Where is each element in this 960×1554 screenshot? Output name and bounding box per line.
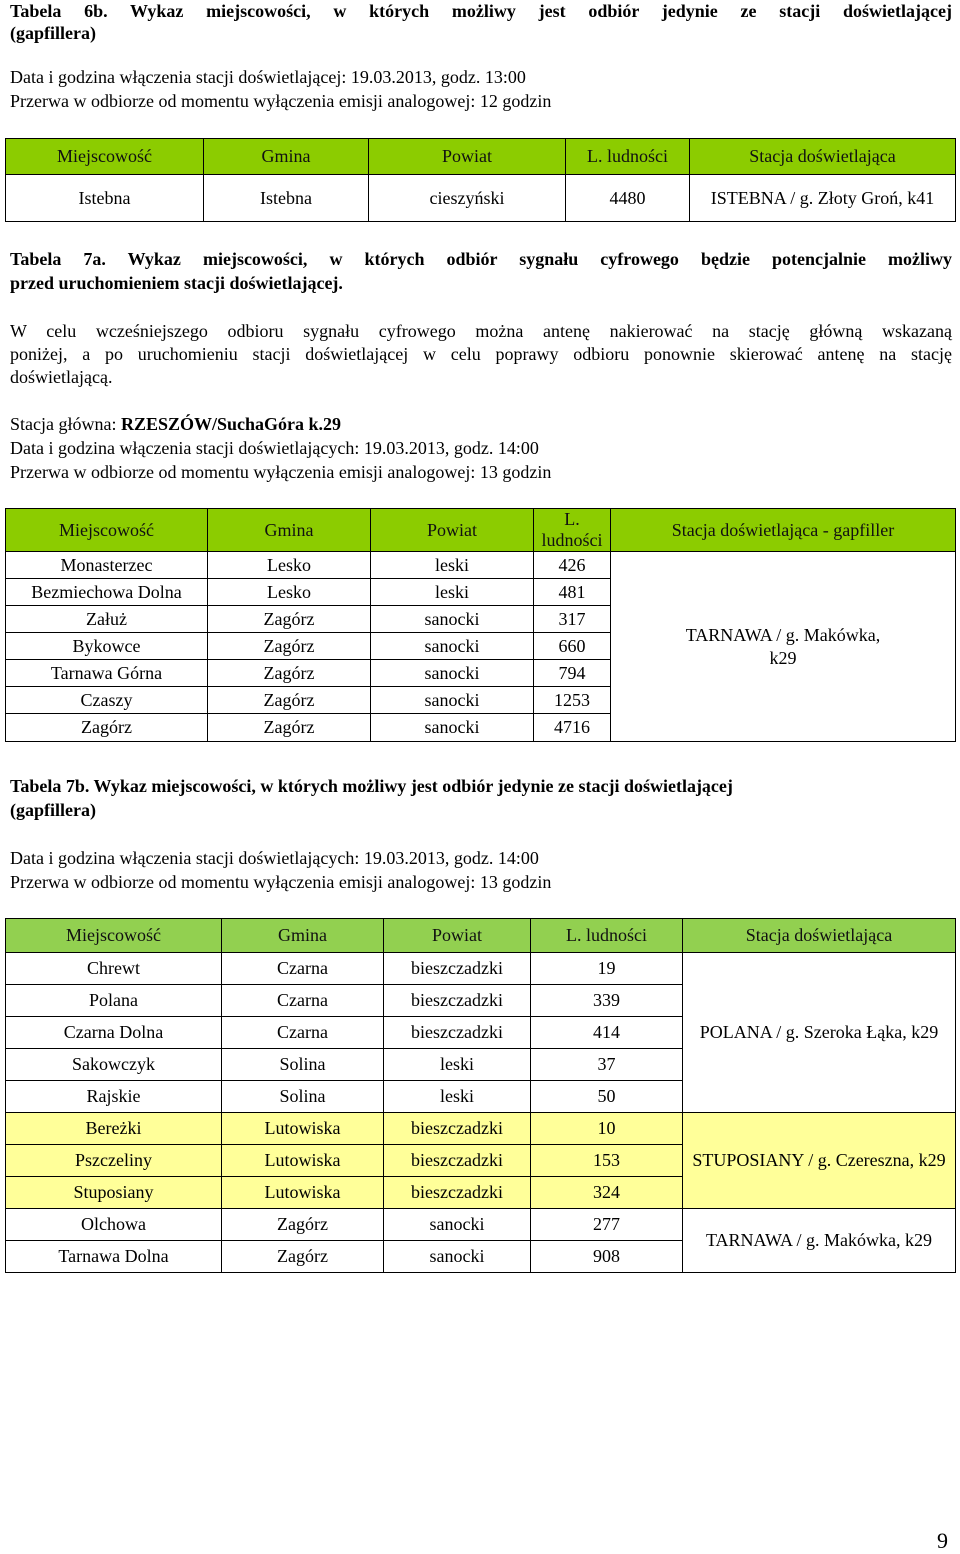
cell-county: sanocki — [384, 1209, 531, 1241]
cell-station: POLANA / g. Szeroka Łąka, k29 — [683, 953, 956, 1113]
cell-commune: Czarna — [222, 985, 384, 1017]
table-row — [6, 953, 956, 985]
cell-county: leski — [371, 579, 534, 606]
t7b-header-cell: Powiat — [384, 919, 531, 953]
cell-commune: Lutowiska — [222, 1145, 384, 1177]
cell-place: Bykowce — [6, 633, 208, 660]
cell-county: sanocki — [371, 714, 534, 742]
t6b-header-cell: Gmina — [204, 139, 369, 175]
t6b-start-info: Data i godzina włączenia stacji doświetlającej: 19.03.2013, godz. 13:00 — [10, 67, 526, 87]
t7b-header-cell: Stacja doświetlająca — [683, 919, 956, 953]
main-station-label: Stacja główna: — [10, 414, 121, 434]
t7b-table — [5, 918, 956, 1273]
t7b-header-cell: Gmina — [222, 919, 384, 953]
cell-place: Czaszy — [6, 687, 208, 714]
t6b-caption-line1: Tabela 6b. Wykaz miejscowości, w których możliwy jest odbiór jedynie ze stacji doświetlającej — [10, 1, 952, 21]
table-row — [6, 1209, 956, 1241]
t6b-header-cell: Powiat — [369, 139, 566, 175]
cell-county: sanocki — [371, 633, 534, 660]
cell-population: 37 — [531, 1049, 683, 1081]
cell-commune: Solina — [222, 1049, 384, 1081]
t7a-caption-line2: przed uruchomieniem stacji doświetlającej. — [10, 273, 343, 293]
cell-county: leski — [384, 1049, 531, 1081]
cell-place: Sakowczyk — [6, 1049, 222, 1081]
cell-commune: Zagórz — [208, 633, 371, 660]
cell-place: Chrewt — [6, 953, 222, 985]
cell-population: 481 — [534, 579, 611, 606]
cell-county: sanocki — [371, 606, 534, 633]
cell-county: sanocki — [371, 660, 534, 687]
cell-place: Stuposiany — [6, 1177, 222, 1209]
t7a-header-cell: Miejscowość — [6, 509, 208, 552]
cell-commune: Zagórz — [208, 687, 371, 714]
t7a-header-cell: Powiat — [371, 509, 534, 552]
cell-place: Rajskie — [6, 1081, 222, 1113]
cell-population: 908 — [531, 1241, 683, 1273]
cell-place: Załuż — [6, 606, 208, 633]
cell-station: TARNAWA / g. Makówka, k29 — [683, 1209, 956, 1273]
t7a-header-cell: Gmina — [208, 509, 371, 552]
cell-commune: Zagórz — [222, 1209, 384, 1241]
cell-station: STUPOSIANY / g. Czereszna, k29 — [683, 1113, 956, 1209]
t7a-paragraph-line2: poniżej, a po uruchomieniu stacji doświetlającej w celu poprawy odbioru ponownie skierować antenę na stację — [10, 344, 952, 364]
cell-station: TARNAWA / g. Makówka, k29 — [611, 552, 956, 742]
t6b-table — [5, 138, 956, 222]
cell-place: Pszczeliny — [6, 1145, 222, 1177]
cell-population: 1253 — [534, 687, 611, 714]
main-station-value: RZESZÓW/SuchaGóra k.29 — [120, 414, 342, 434]
t6b-break-info: Przerwa w odbiorze od momentu wyłączenia emisji analogowej: 12 godzin — [10, 91, 552, 111]
cell-commune: Lesko — [208, 552, 371, 579]
t7b-start-info: Data i godzina włączenia stacji doświetlających: 19.03.2013, godz. 14:00 — [10, 848, 539, 868]
cell-commune: Lutowiska — [222, 1113, 384, 1145]
cell-commune: Zagórz — [222, 1241, 384, 1273]
cell-county: leski — [384, 1081, 531, 1113]
t6b-header-cell: Stacja doświetlająca — [690, 139, 956, 175]
cell-place: Bereżki — [6, 1113, 222, 1145]
cell-population: 277 — [531, 1209, 683, 1241]
table-row — [6, 552, 956, 579]
cell-population: 426 — [534, 552, 611, 579]
cell-county: bieszczadzki — [384, 1177, 531, 1209]
cell-population: 4480 — [566, 175, 690, 222]
cell-population: 10 — [531, 1113, 683, 1145]
t6b-caption-line2: (gapfillera) — [10, 23, 96, 43]
cell-county: bieszczadzki — [384, 985, 531, 1017]
cell-county: bieszczadzki — [384, 1113, 531, 1145]
cell-commune: Zagórz — [208, 714, 371, 742]
cell-population: 414 — [531, 1017, 683, 1049]
cell-population: 153 — [531, 1145, 683, 1177]
cell-county: bieszczadzki — [384, 953, 531, 985]
t7a-paragraph-line1: W celu wcześniejszego odbioru sygnału cyfrowego można antenę nakierować na stację główną wskazaną — [10, 321, 952, 341]
t7b-caption-line2: (gapfillera) — [10, 800, 96, 820]
t7a-table — [5, 508, 956, 742]
page-number: 9 — [937, 1528, 948, 1553]
cell-county: bieszczadzki — [384, 1017, 531, 1049]
t7a-main-station — [10, 413, 952, 436]
cell-place: Monasterzec — [6, 552, 208, 579]
t7b-break-info: Przerwa w odbiorze od momentu wyłączenia emisji analogowej: 13 godzin — [10, 872, 552, 892]
t7a-paragraph-line3: doświetlającą. — [10, 367, 113, 387]
cell-commune: Istebna — [204, 175, 369, 222]
cell-place: Istebna — [6, 175, 204, 222]
t7b-header-cell: L. ludności — [531, 919, 683, 953]
cell-county: sanocki — [384, 1241, 531, 1273]
cell-county: bieszczadzki — [384, 1145, 531, 1177]
cell-county: sanocki — [371, 687, 534, 714]
t7a-caption-line1: Tabela 7a. Wykaz miejscowości, w których odbiór sygnału cyfrowego będzie potencjalnie możliwy — [10, 249, 952, 269]
cell-commune: Czarna — [222, 953, 384, 985]
cell-place: Czarna Dolna — [6, 1017, 222, 1049]
cell-commune: Zagórz — [208, 660, 371, 687]
cell-commune: Solina — [222, 1081, 384, 1113]
t7a-break-info: Przerwa w odbiorze od momentu wyłączenia emisji analogowej: 13 godzin — [10, 462, 552, 482]
cell-population: 339 — [531, 985, 683, 1017]
cell-population: 324 — [531, 1177, 683, 1209]
table-row-highlighted — [6, 1113, 956, 1145]
cell-place: Tarnawa Dolna — [6, 1241, 222, 1273]
t7b-header-cell: Miejscowość — [6, 919, 222, 953]
cell-station: ISTEBNA / g. Złoty Groń, k41 — [690, 175, 956, 222]
cell-place: Olchowa — [6, 1209, 222, 1241]
cell-place: Polana — [6, 985, 222, 1017]
cell-population: 317 — [534, 606, 611, 633]
t6b-header-cell: Miejscowość — [6, 139, 204, 175]
t7b-caption-line1: Tabela 7b. Wykaz miejscowości, w których możliwy jest odbiór jedynie ze stacji doświetlającej — [10, 776, 733, 796]
table-row — [6, 175, 956, 222]
cell-place: Zagórz — [6, 714, 208, 742]
cell-commune: Czarna — [222, 1017, 384, 1049]
cell-population: 794 — [534, 660, 611, 687]
cell-population: 19 — [531, 953, 683, 985]
cell-place: Tarnawa Górna — [6, 660, 208, 687]
t7a-header-cell: L. ludności — [534, 509, 611, 552]
cell-population: 4716 — [534, 714, 611, 742]
cell-commune: Lesko — [208, 579, 371, 606]
cell-commune: Zagórz — [208, 606, 371, 633]
cell-place: Bezmiechowa Dolna — [6, 579, 208, 606]
cell-population: 660 — [534, 633, 611, 660]
t7a-header-cell: Stacja doświetlająca - gapfiller — [611, 509, 956, 552]
t7a-start-info: Data i godzina włączenia stacji doświetlających: 19.03.2013, godz. 14:00 — [10, 438, 539, 458]
cell-county: cieszyński — [369, 175, 566, 222]
cell-county: leski — [371, 552, 534, 579]
cell-commune: Lutowiska — [222, 1177, 384, 1209]
t6b-header-cell: L. ludności — [566, 139, 690, 175]
cell-population: 50 — [531, 1081, 683, 1113]
